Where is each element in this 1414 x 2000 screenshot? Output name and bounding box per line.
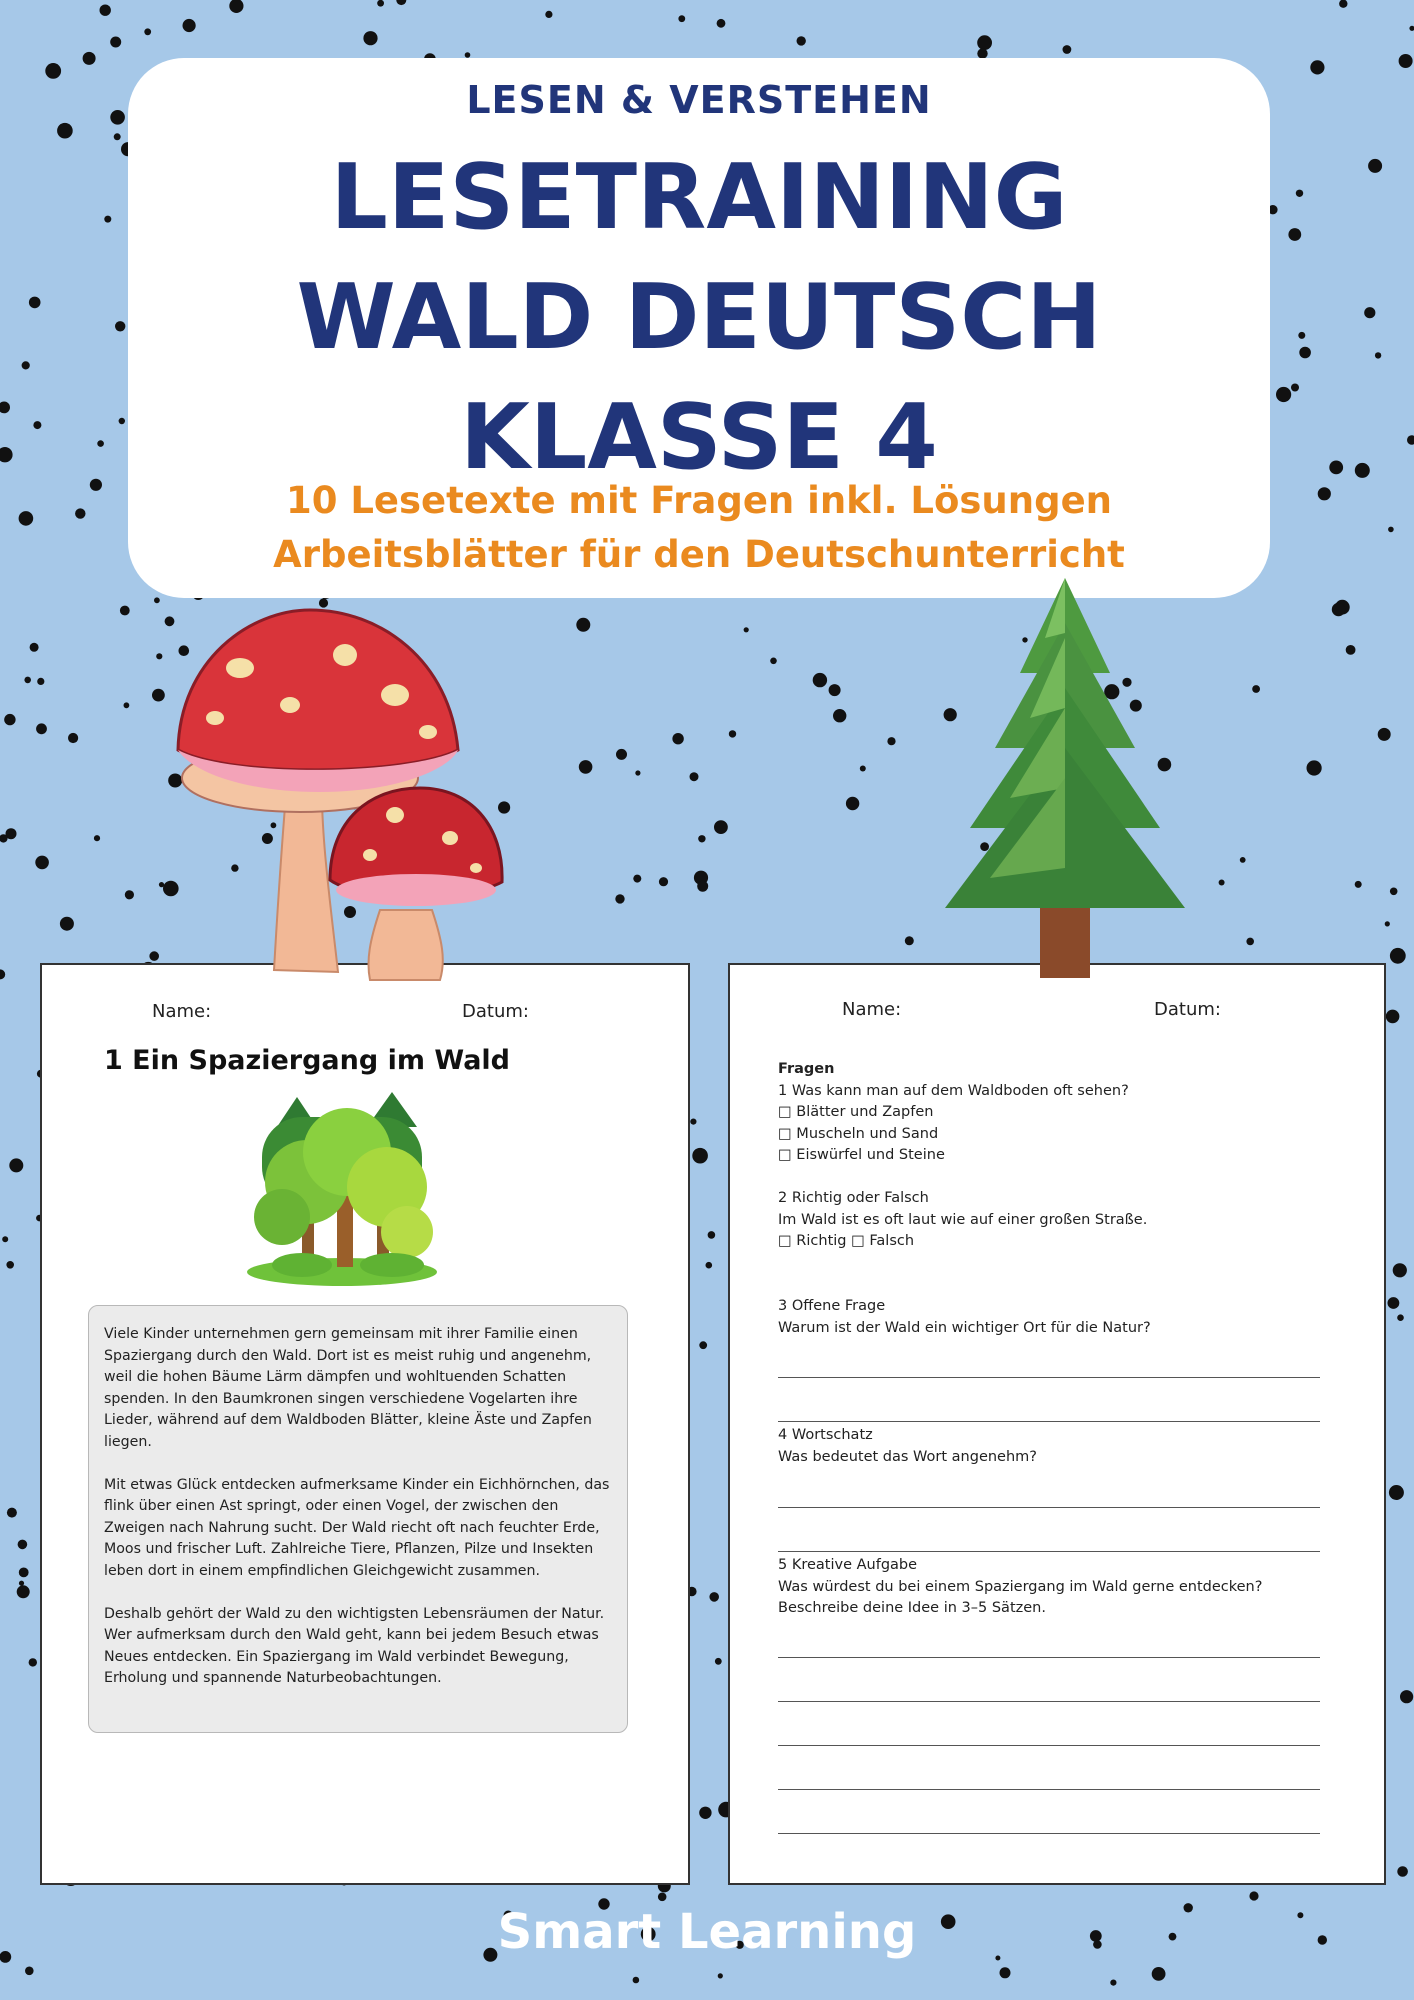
question-2 (778, 1188, 1147, 1253)
background-dot (1296, 190, 1303, 197)
background-dot (1393, 1263, 1407, 1277)
cover-title-card (128, 58, 1270, 598)
background-dot (110, 37, 121, 48)
background-dot (658, 1893, 667, 1902)
background-dot (90, 479, 102, 491)
background-dot (1000, 1967, 1011, 1978)
background-dot (1375, 352, 1381, 358)
background-dot (1378, 728, 1391, 741)
background-dot (183, 19, 196, 32)
background-dot (690, 772, 699, 781)
background-dot (6, 1261, 14, 1269)
answer-line[interactable] (778, 1833, 1320, 1834)
background-dot (83, 52, 96, 65)
background-dot (846, 797, 859, 810)
background-dot (1389, 1485, 1404, 1500)
background-dot (35, 856, 49, 870)
cover-title-line-1: LESETRAINING (330, 145, 1068, 250)
mushroom-illustration (170, 600, 510, 990)
background-dot (4, 714, 15, 725)
background-dot (22, 361, 30, 369)
answer-line[interactable] (778, 1745, 1320, 1746)
background-dot (75, 508, 85, 518)
question-1-option-2[interactable]: □ Muscheln und Sand (778, 1125, 939, 1142)
background-dot (1318, 487, 1331, 500)
date-label: Datum: (1154, 999, 1221, 1020)
background-dot (616, 749, 627, 760)
answer-line[interactable] (778, 1789, 1320, 1790)
background-dot (25, 1967, 34, 1976)
background-dot (1397, 1314, 1404, 1321)
background-dot (37, 678, 44, 685)
background-dot (60, 917, 74, 931)
background-dot (29, 1658, 37, 1666)
background-dot (1397, 1866, 1408, 1877)
background-dot (633, 875, 641, 883)
background-dot (1400, 1690, 1413, 1703)
background-dot (1364, 307, 1375, 318)
question-1 (778, 1059, 1129, 1167)
background-dot (1407, 435, 1414, 444)
background-dot (1390, 948, 1406, 964)
background-dot (114, 133, 121, 140)
background-dot (19, 1568, 29, 1578)
question-3-text: Warum ist der Wald ein wichtiger Ort für die Natur? (778, 1319, 1151, 1336)
background-dot (690, 1119, 696, 1125)
background-dot (110, 110, 125, 125)
background-dot (36, 723, 47, 734)
background-dot (659, 877, 668, 886)
answer-line[interactable] (778, 1377, 1320, 1378)
background-dot (29, 297, 41, 309)
background-dot (699, 1807, 711, 1819)
background-dot (154, 597, 160, 603)
background-dot (363, 31, 377, 45)
questions-heading: Fragen (778, 1061, 835, 1077)
reading-text-box (88, 1305, 628, 1733)
question-3 (778, 1296, 1151, 1339)
answer-line[interactable] (778, 1701, 1320, 1702)
background-dot (1386, 1010, 1400, 1024)
question-4-text: Was bedeutet das Wort angenehm? (778, 1448, 1037, 1465)
background-dot (1346, 645, 1356, 655)
background-dot (744, 627, 749, 632)
reading-text-title: 1 Ein Spaziergang im Wald (104, 1045, 511, 1076)
question-3-title: 3 Offene Frage (778, 1298, 886, 1314)
background-dot (829, 684, 841, 696)
background-dot (1246, 938, 1254, 946)
background-dot (124, 702, 130, 708)
background-dot (159, 882, 164, 887)
background-dot (699, 1341, 707, 1349)
reading-paragraph-1: Viele Kinder unternehmen gern gemeinsam mit ihrer Familie einen Spaziergang durch den Wald. Dort ist es meist ruhig und angenehm, weil die hohen Bäume Lärm dämpfen und wohltuenden Schatten spenden. In den Baumkronen singen verschiedene Vogelarten ihre Lieder, während auf dem Waldboden Blätter, kleine Äste und Zapfen liegen. (104, 1326, 592, 1450)
pine-tree-illustration (940, 578, 1190, 983)
background-dot (0, 969, 5, 979)
background-dot (396, 0, 406, 5)
cover-eyebrow: LESEN & VERSTEHEN (466, 78, 932, 122)
background-dot (833, 709, 846, 722)
cover-subtitle-line-1: 10 Lesetexte mit Fragen inkl. Lösungen (285, 479, 1113, 522)
background-dot (709, 1592, 719, 1602)
background-dot (1298, 332, 1305, 339)
background-dot (377, 0, 384, 7)
background-dot (7, 1508, 17, 1518)
background-dot (9, 1158, 23, 1172)
background-dot (1276, 387, 1291, 402)
background-dot (576, 618, 590, 632)
background-dot (119, 418, 125, 424)
background-dot (1409, 26, 1414, 31)
background-dot (104, 216, 111, 223)
background-dot (100, 5, 111, 16)
background-dot (1219, 880, 1225, 886)
background-dot (545, 11, 552, 18)
question-2-title: 2 Richtig oder Falsch (778, 1190, 929, 1206)
background-dot (19, 1581, 24, 1586)
background-dot (1368, 159, 1382, 173)
background-dot (1339, 0, 1347, 8)
background-dot (45, 63, 61, 79)
background-dot (678, 15, 685, 22)
background-dot (717, 19, 726, 28)
reading-paragraph-3: Deshalb gehört der Wald zu den wichtigsten Lebensräumen der Natur. Wer aufmerksam durch den Wald geht, kann bei jedem Besuch etwas Neues entdecken. Ein Spaziergang im Wald verbindet Bewegung, Erholung und spannende Naturbeobachtungen. (104, 1605, 605, 1686)
background-dot (1110, 1980, 1116, 1986)
answer-line[interactable] (778, 1507, 1320, 1508)
question-2-options[interactable]: □ Richtig □ Falsch (778, 1233, 915, 1249)
background-dot (579, 760, 593, 774)
background-dot (152, 689, 165, 702)
background-dot (1252, 685, 1260, 693)
cover-title-line-3: KLASSE 4 (460, 385, 938, 490)
background-dot (797, 36, 806, 45)
background-dot (714, 820, 728, 834)
background-dot (1152, 1967, 1166, 1981)
background-dot (30, 643, 39, 652)
brand-footer: Smart Learning (497, 1904, 917, 1960)
background-dot (0, 402, 10, 414)
background-dot (57, 123, 73, 139)
background-dot (633, 1977, 640, 1984)
background-dot (887, 737, 895, 745)
cover-title-line-2: WALD DEUTSCH (296, 265, 1102, 370)
question-5-instruction: Beschreibe deine Idee in 3–5 Sätzen. (778, 1600, 1046, 1616)
background-dot (708, 1231, 716, 1239)
background-dot (115, 321, 125, 331)
background-dot (718, 1973, 723, 1978)
background-dot (1288, 228, 1301, 241)
background-dot (229, 0, 243, 13)
background-dot (19, 511, 34, 526)
background-dot (1299, 347, 1311, 359)
background-dot (1355, 463, 1370, 478)
question-5-text: Was würdest du bei einem Spaziergang im Wald gerne entdecken? (778, 1578, 1263, 1595)
background-dot (635, 770, 640, 775)
background-dot (120, 606, 130, 616)
question-1-option-1[interactable]: □ Blätter und Zapfen (778, 1104, 934, 1120)
background-dot (692, 1148, 708, 1164)
question-5 (778, 1555, 1262, 1620)
answer-line[interactable] (778, 1551, 1320, 1552)
question-2-statement: Im Wald ist es oft laut wie auf einer großen Straße. (778, 1211, 1148, 1228)
background-dot (1329, 461, 1343, 475)
background-dot (18, 1540, 28, 1550)
background-dot (97, 440, 104, 447)
background-dot (2, 1236, 8, 1242)
background-dot (144, 28, 151, 35)
background-dot (770, 658, 777, 665)
background-dot (1355, 881, 1362, 888)
background-dot (715, 1658, 722, 1665)
background-dot (1385, 921, 1390, 926)
background-dot (977, 35, 992, 50)
background-dot (860, 766, 866, 772)
background-dot (615, 894, 624, 903)
question-4-title: 4 Wortschatz (778, 1427, 873, 1443)
cover-subtitle-line-2: Arbeitsblätter für den Deutschunterricht (273, 533, 1125, 576)
background-dot (698, 835, 705, 842)
background-dot (68, 733, 78, 743)
background-dot (465, 52, 471, 58)
date-label: Datum: (462, 1001, 529, 1022)
background-dot (1063, 45, 1072, 54)
background-dot (1249, 1891, 1258, 1900)
background-dot (813, 673, 827, 687)
background-dot (1390, 888, 1398, 896)
answer-line[interactable] (778, 1657, 1320, 1658)
background-dot (0, 447, 13, 462)
background-dot (1291, 384, 1299, 392)
background-dot (156, 653, 162, 659)
cover-title (128, 138, 1270, 498)
background-dot (24, 677, 31, 684)
worksheet-text-page (40, 963, 690, 1885)
answer-line[interactable] (778, 1421, 1320, 1422)
name-label: Name: (152, 1001, 212, 1022)
reading-paragraph-2: Mit etwas Glück entdecken aufmerksame Kinder ein Eichhörnchen, das flink über einen Ast springt, oder einen Vogel, der zwischen den Zweigen nach Nahrung sucht. Der Wald riecht oft nach feuchter Erde, Moos und frischer Luft. Zahlreiche Tiere, Pflanzen, Pilze und Insekten leben dort in einem empfindlichen Gleichgewicht zusammen. (104, 1476, 610, 1579)
background-dot (1399, 54, 1413, 68)
background-dot (672, 733, 683, 744)
forest-trees-illustration (242, 1087, 442, 1287)
question-5-title: 5 Kreative Aufgabe (778, 1557, 918, 1573)
background-dot (149, 951, 159, 961)
background-dot (1307, 760, 1322, 775)
worksheet-questions-page (728, 963, 1386, 1885)
name-label: Name: (842, 999, 902, 1020)
cover-subtitle (128, 474, 1270, 582)
background-dot (729, 730, 736, 737)
background-dot (1388, 527, 1394, 533)
background-dot (1240, 857, 1246, 863)
background-dot (125, 890, 134, 899)
background-dot (697, 881, 708, 892)
question-1-text: 1 Was kann man auf dem Waldboden oft sehen? (778, 1082, 1129, 1099)
question-4 (778, 1425, 1037, 1468)
background-dot (33, 421, 41, 429)
background-dot (1388, 1297, 1400, 1309)
background-dot (17, 1585, 30, 1598)
background-dot (905, 936, 914, 945)
question-1-option-3[interactable]: □ Eiswürfel und Steine (778, 1147, 945, 1163)
background-dot (1310, 60, 1324, 74)
background-dot (706, 1262, 713, 1269)
background-dot (1332, 603, 1345, 616)
background-dot (94, 835, 100, 841)
